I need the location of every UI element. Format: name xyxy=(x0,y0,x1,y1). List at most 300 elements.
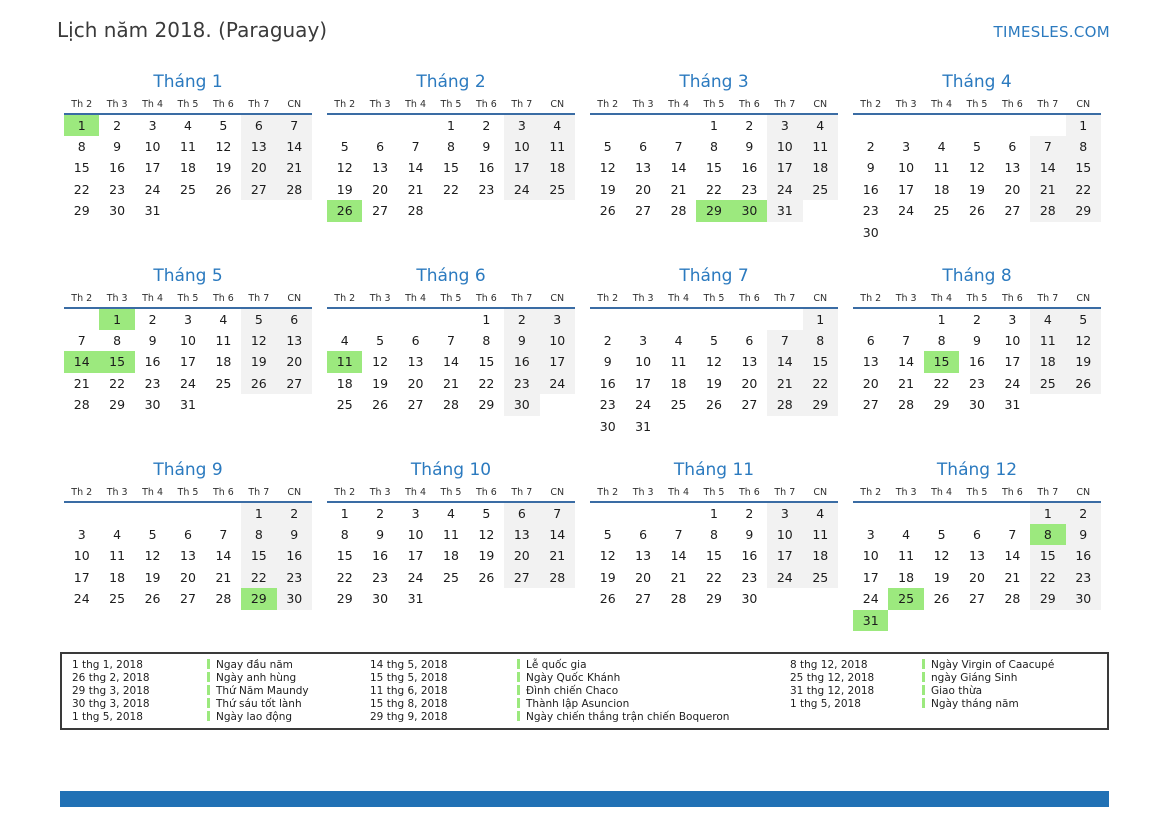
empty-cell xyxy=(888,610,923,632)
day-cell: 9 xyxy=(482,138,491,154)
legend-holiday-label: Đình chiến Chaco xyxy=(526,685,619,697)
day-cell: 4 xyxy=(184,117,192,133)
day-cell: 14 xyxy=(540,524,575,546)
empty-cell xyxy=(241,200,276,222)
month-table xyxy=(327,292,575,416)
holiday-marker-icon xyxy=(517,698,520,708)
empty-cell xyxy=(99,502,134,524)
day-cell: 11 xyxy=(180,138,196,154)
day-cell: 2 xyxy=(504,308,539,330)
weekday-header: CN xyxy=(277,292,312,308)
empty-cell xyxy=(959,222,994,244)
empty-cell xyxy=(959,114,994,136)
empty-cell xyxy=(696,308,731,330)
day-cell: 18 xyxy=(933,181,950,197)
day-cell: 21 xyxy=(1030,179,1065,201)
legend-holiday-name xyxy=(922,672,1054,685)
month-table xyxy=(64,486,312,610)
month-5 xyxy=(64,266,312,460)
legend-date: 29 thg 9, 2018 xyxy=(370,711,448,723)
month-10 xyxy=(327,460,575,654)
day-cell: 28 xyxy=(540,567,575,589)
holiday-day-cell: 14 xyxy=(64,351,99,373)
day-cell: 2 xyxy=(745,505,754,521)
empty-cell xyxy=(959,502,994,524)
day-cell: 6 xyxy=(1008,138,1017,154)
day-cell: 7 xyxy=(411,138,420,154)
holiday-marker-icon xyxy=(207,672,210,682)
day-cell: 13 xyxy=(180,548,196,564)
day-cell: 25 xyxy=(336,397,353,413)
day-cell: 21 xyxy=(73,375,90,391)
legend-holiday-label: Giao thừa xyxy=(931,685,983,697)
month-title: Tháng 2 xyxy=(416,72,486,92)
weekday-header: Th 3 xyxy=(888,292,923,308)
month-6 xyxy=(327,266,575,460)
page-title: Lịch năm 2018. (Paraguay) xyxy=(57,18,328,42)
legend-holiday-label: ngày Giáng Sinh xyxy=(931,672,1018,684)
month-table xyxy=(853,292,1101,416)
day-cell: 19 xyxy=(241,351,276,373)
month-title: Tháng 11 xyxy=(673,460,755,480)
empty-cell xyxy=(767,588,802,610)
day-cell: 22 xyxy=(336,569,353,585)
day-cell: 27 xyxy=(969,591,985,607)
weekday-header: CN xyxy=(803,292,838,308)
empty-cell xyxy=(959,610,994,632)
day-cell: 24 xyxy=(540,373,575,395)
legend-holiday-label: Thành lập Asuncion xyxy=(526,698,630,710)
day-cell: 23 xyxy=(741,569,758,585)
weekday-header: Th 2 xyxy=(853,98,888,114)
day-cell: 1 xyxy=(447,117,455,133)
month-table xyxy=(590,98,838,222)
empty-cell xyxy=(767,308,802,330)
day-cell: 27 xyxy=(277,373,312,395)
legend-date: 29 thg 3, 2018 xyxy=(72,685,150,697)
day-cell: 3 xyxy=(767,502,802,524)
day-cell: 14 xyxy=(407,160,424,176)
month-7 xyxy=(590,266,838,460)
day-cell: 3 xyxy=(639,332,648,348)
legend-holiday-label: Lễ quốc gia xyxy=(526,659,587,671)
day-cell: 6 xyxy=(639,526,648,542)
month-table xyxy=(590,292,838,437)
day-cell: 2 xyxy=(1066,502,1101,524)
empty-cell xyxy=(504,588,539,610)
site-logo-link[interactable]: TIMESLES.COM xyxy=(993,23,1110,41)
weekday-header: Th 6 xyxy=(206,486,241,502)
day-cell: 28 xyxy=(277,179,312,201)
day-cell: 2 xyxy=(745,117,754,133)
day-cell: 16 xyxy=(741,548,758,564)
day-cell: 12 xyxy=(1066,330,1101,352)
weekday-header: Th 3 xyxy=(888,98,923,114)
weekday-header: Th 2 xyxy=(853,486,888,502)
day-cell: 30 xyxy=(277,588,312,610)
day-cell: 26 xyxy=(372,397,389,413)
day-cell: 3 xyxy=(902,138,911,154)
weekday-header: Th 5 xyxy=(959,292,994,308)
day-cell: 26 xyxy=(969,203,985,219)
holiday-day-cell: 8 xyxy=(1030,524,1065,546)
legend-holiday-name xyxy=(517,711,729,724)
day-cell: 12 xyxy=(478,526,495,542)
legend-date: 25 thg 12, 2018 xyxy=(790,672,875,684)
day-cell: 13 xyxy=(635,160,652,176)
day-cell: 23 xyxy=(277,567,312,589)
month-2 xyxy=(327,72,575,266)
holiday-marker-icon xyxy=(922,672,925,682)
empty-cell xyxy=(625,502,660,524)
legend-name-column xyxy=(922,659,1054,711)
day-cell: 21 xyxy=(767,373,802,395)
legend-holiday-label: Ngày anh hùng xyxy=(216,672,297,684)
legend-date: 30 thg 3, 2018 xyxy=(72,698,150,710)
legend-date: 11 thg 6, 2018 xyxy=(370,685,448,697)
day-cell: 3 xyxy=(77,526,86,542)
weekday-header: Th 4 xyxy=(398,292,433,308)
day-cell: 1 xyxy=(1030,502,1065,524)
empty-cell xyxy=(540,588,575,610)
day-cell: 27 xyxy=(862,397,879,413)
legend-holiday-label: Ngày lao động xyxy=(216,711,293,723)
day-cell: 8 xyxy=(710,138,718,154)
day-cell: 6 xyxy=(411,332,420,348)
weekday-header: Th 7 xyxy=(504,98,539,114)
day-cell: 18 xyxy=(540,157,575,179)
empty-cell xyxy=(803,416,838,438)
empty-cell xyxy=(661,502,696,524)
legend-holiday-name xyxy=(922,698,1054,711)
day-cell: 10 xyxy=(504,136,539,158)
day-cell: 9 xyxy=(745,138,754,154)
weekday-header: Th 4 xyxy=(661,292,696,308)
empty-cell xyxy=(995,114,1030,136)
day-cell: 4 xyxy=(219,311,228,327)
day-cell: 11 xyxy=(1030,330,1065,352)
day-cell: 1 xyxy=(710,505,718,521)
day-cell: 2 xyxy=(376,505,385,521)
day-cell: 12 xyxy=(372,354,389,370)
day-cell: 23 xyxy=(969,375,985,391)
day-cell: 5 xyxy=(482,505,491,521)
day-cell: 13 xyxy=(372,160,389,176)
day-cell: 12 xyxy=(241,330,276,352)
day-cell: 10 xyxy=(767,136,802,158)
day-cell: 25 xyxy=(1030,373,1065,395)
empty-cell xyxy=(888,222,923,244)
legend-name-column xyxy=(517,659,729,724)
day-cell: 6 xyxy=(504,502,539,524)
day-cell: 21 xyxy=(670,569,687,585)
month-4 xyxy=(853,72,1101,266)
day-cell: 27 xyxy=(372,203,389,219)
empty-cell xyxy=(888,502,923,524)
weekday-header: Th 3 xyxy=(625,486,660,502)
day-cell: 24 xyxy=(144,181,161,197)
day-cell: 25 xyxy=(670,397,687,413)
day-cell: 19 xyxy=(599,181,616,197)
day-cell: 26 xyxy=(706,397,722,413)
day-cell: 31 xyxy=(635,418,652,434)
day-cell: 29 xyxy=(803,394,838,416)
day-cell: 15 xyxy=(706,160,722,176)
day-cell: 30 xyxy=(504,394,539,416)
day-cell: 11 xyxy=(803,524,838,546)
day-cell: 19 xyxy=(969,181,985,197)
day-cell: 7 xyxy=(277,114,312,136)
empty-cell xyxy=(1066,610,1101,632)
weekday-header: Th 5 xyxy=(433,98,468,114)
day-cell: 21 xyxy=(670,181,687,197)
weekday-header: Th 4 xyxy=(398,486,433,502)
weekday-header: Th 7 xyxy=(1030,292,1065,308)
weekday-header: Th 6 xyxy=(995,98,1030,114)
day-cell: 22 xyxy=(1030,567,1065,589)
empty-cell xyxy=(398,114,433,136)
weekday-header: Th 2 xyxy=(64,292,99,308)
day-cell: 1 xyxy=(340,505,349,521)
day-cell: 3 xyxy=(1008,311,1017,327)
weekday-header: CN xyxy=(540,98,575,114)
day-cell: 11 xyxy=(215,332,232,348)
day-cell: 30 xyxy=(372,591,389,607)
legend-date-column xyxy=(72,659,150,724)
day-cell: 17 xyxy=(180,354,196,370)
day-cell: 5 xyxy=(603,526,612,542)
day-cell: 12 xyxy=(336,160,353,176)
day-cell: 17 xyxy=(767,157,802,179)
day-cell: 12 xyxy=(599,548,616,564)
day-cell: 9 xyxy=(866,160,875,176)
holiday-marker-icon xyxy=(207,698,210,708)
day-cell: 22 xyxy=(241,567,276,589)
day-cell: 8 xyxy=(447,138,455,154)
day-cell: 26 xyxy=(1066,373,1101,395)
day-cell: 23 xyxy=(372,569,389,585)
weekday-header: Th 5 xyxy=(433,292,468,308)
day-cell: 13 xyxy=(504,524,539,546)
day-cell: 7 xyxy=(1008,526,1017,542)
weekday-header: Th 2 xyxy=(64,486,99,502)
day-cell: 4 xyxy=(340,332,349,348)
empty-cell xyxy=(924,610,959,632)
holiday-day-cell: 29 xyxy=(241,588,276,610)
day-cell: 16 xyxy=(144,354,161,370)
weekday-header: Th 6 xyxy=(732,486,767,502)
day-cell: 21 xyxy=(540,545,575,567)
day-cell: 2 xyxy=(277,502,312,524)
weekday-header: Th 5 xyxy=(959,486,994,502)
empty-cell xyxy=(135,502,170,524)
day-cell: 15 xyxy=(73,160,90,176)
legend-date: 1 thg 5, 2018 xyxy=(790,698,861,710)
day-cell: 25 xyxy=(109,591,126,607)
day-cell: 24 xyxy=(407,569,424,585)
day-cell: 14 xyxy=(898,354,915,370)
empty-cell xyxy=(1030,394,1065,416)
weekday-header: CN xyxy=(1066,98,1101,114)
day-cell: 6 xyxy=(973,526,981,542)
day-cell: 11 xyxy=(933,160,950,176)
day-cell: 30 xyxy=(862,224,879,240)
month-table xyxy=(327,98,575,222)
day-cell: 23 xyxy=(504,373,539,395)
day-cell: 23 xyxy=(1066,567,1101,589)
weekday-header: Th 2 xyxy=(327,486,362,502)
day-cell: 14 xyxy=(277,136,312,158)
day-cell: 7 xyxy=(219,526,228,542)
empty-cell xyxy=(661,308,696,330)
empty-cell xyxy=(277,200,312,222)
day-cell: 30 xyxy=(109,203,126,219)
day-cell: 7 xyxy=(1030,136,1065,158)
day-cell: 26 xyxy=(933,591,950,607)
day-cell: 25 xyxy=(803,567,838,589)
weekday-header: Th 4 xyxy=(924,98,959,114)
holiday-day-cell: 15 xyxy=(99,351,134,373)
weekday-header: Th 5 xyxy=(696,486,731,502)
day-cell: 9 xyxy=(504,330,539,352)
day-cell: 11 xyxy=(670,354,687,370)
day-cell: 17 xyxy=(767,545,802,567)
day-cell: 21 xyxy=(443,375,459,391)
day-cell: 24 xyxy=(767,179,802,201)
legend-name-column xyxy=(207,659,309,724)
day-cell: 28 xyxy=(670,203,687,219)
day-cell: 29 xyxy=(109,397,126,413)
day-cell: 31 xyxy=(180,397,196,413)
weekday-header: CN xyxy=(1066,486,1101,502)
day-cell: 2 xyxy=(148,311,157,327)
day-cell: 27 xyxy=(180,591,196,607)
day-cell: 20 xyxy=(241,157,276,179)
month-12 xyxy=(853,460,1101,654)
empty-cell xyxy=(206,200,241,222)
day-cell: 23 xyxy=(144,375,161,391)
holiday-day-cell: 25 xyxy=(888,588,923,610)
day-cell: 11 xyxy=(109,548,126,564)
day-cell: 10 xyxy=(540,330,575,352)
legend-holiday-label: Ngày chiến thắng trận chiến Boqueron xyxy=(526,711,730,723)
day-cell: 20 xyxy=(741,375,758,391)
day-cell: 25 xyxy=(933,203,950,219)
day-cell: 30 xyxy=(741,591,758,607)
empty-cell xyxy=(995,610,1030,632)
weekday-header: Th 6 xyxy=(732,98,767,114)
empty-cell xyxy=(64,502,99,524)
day-cell: 26 xyxy=(215,181,232,197)
day-cell: 29 xyxy=(478,397,495,413)
day-cell: 30 xyxy=(599,418,616,434)
day-cell: 1 xyxy=(937,311,946,327)
empty-cell xyxy=(625,308,660,330)
day-cell: 24 xyxy=(504,179,539,201)
day-cell: 16 xyxy=(969,354,985,370)
weekday-header: Th 3 xyxy=(888,486,923,502)
legend-holiday-label: Ngày tháng năm xyxy=(931,698,1019,710)
day-cell: 11 xyxy=(443,526,459,542)
holiday-day-cell: 29 xyxy=(696,200,731,222)
empty-cell xyxy=(398,308,433,330)
month-table xyxy=(64,292,312,416)
day-cell: 14 xyxy=(767,351,802,373)
weekday-header: Th 6 xyxy=(732,292,767,308)
day-cell: 18 xyxy=(803,545,838,567)
day-cell: 24 xyxy=(898,203,915,219)
day-cell: 10 xyxy=(407,526,424,542)
weekday-header: Th 7 xyxy=(241,292,276,308)
day-cell: 4 xyxy=(540,114,575,136)
weekday-header: Th 6 xyxy=(469,98,504,114)
weekday-header: Th 7 xyxy=(1030,486,1065,502)
legend-date-column xyxy=(370,659,448,724)
day-cell: 16 xyxy=(1066,545,1101,567)
legend-date: 8 thg 12, 2018 xyxy=(790,659,868,671)
day-cell: 9 xyxy=(1066,524,1101,546)
day-cell: 1 xyxy=(241,502,276,524)
day-cell: 22 xyxy=(1066,179,1101,201)
day-cell: 7 xyxy=(447,332,455,348)
empty-cell xyxy=(995,502,1030,524)
holiday-marker-icon xyxy=(517,672,520,682)
day-cell: 1 xyxy=(482,311,491,327)
weekday-header: CN xyxy=(540,292,575,308)
weekday-header: CN xyxy=(803,98,838,114)
empty-cell xyxy=(170,502,205,524)
day-cell: 15 xyxy=(706,548,722,564)
day-cell: 6 xyxy=(241,114,276,136)
day-cell: 20 xyxy=(1004,181,1021,197)
day-cell: 14 xyxy=(1004,548,1021,564)
empty-cell xyxy=(469,200,504,222)
day-cell: 18 xyxy=(1030,351,1065,373)
day-cell: 15 xyxy=(1066,157,1101,179)
day-cell: 13 xyxy=(407,354,424,370)
holiday-day-cell: 11 xyxy=(327,351,362,373)
legend-date: 15 thg 5, 2018 xyxy=(370,672,448,684)
day-cell: 6 xyxy=(745,332,754,348)
day-cell: 25 xyxy=(443,569,459,585)
month-title: Tháng 5 xyxy=(153,266,223,286)
weekday-header: Th 4 xyxy=(135,486,170,502)
day-cell: 29 xyxy=(1030,588,1065,610)
holiday-day-cell: 31 xyxy=(853,610,888,632)
holiday-marker-icon xyxy=(517,685,520,695)
day-cell: 28 xyxy=(767,394,802,416)
day-cell: 30 xyxy=(144,397,161,413)
day-cell: 5 xyxy=(219,117,228,133)
day-cell: 18 xyxy=(670,375,687,391)
day-cell: 25 xyxy=(803,179,838,201)
legend-holiday-name xyxy=(517,659,729,672)
month-title: Tháng 10 xyxy=(410,460,492,480)
day-cell: 3 xyxy=(504,114,539,136)
day-cell: 13 xyxy=(635,548,652,564)
empty-cell xyxy=(853,308,888,330)
legend-holiday-label: Ngày Quốc Khánh xyxy=(526,672,621,684)
day-cell: 21 xyxy=(1004,569,1021,585)
month-table xyxy=(64,98,312,222)
weekday-header: Th 7 xyxy=(767,292,802,308)
empty-cell xyxy=(1030,610,1065,632)
day-cell: 4 xyxy=(803,502,838,524)
weekday-header: Th 2 xyxy=(853,292,888,308)
day-cell: 20 xyxy=(969,569,985,585)
day-cell: 10 xyxy=(767,524,802,546)
day-cell: 12 xyxy=(144,548,161,564)
